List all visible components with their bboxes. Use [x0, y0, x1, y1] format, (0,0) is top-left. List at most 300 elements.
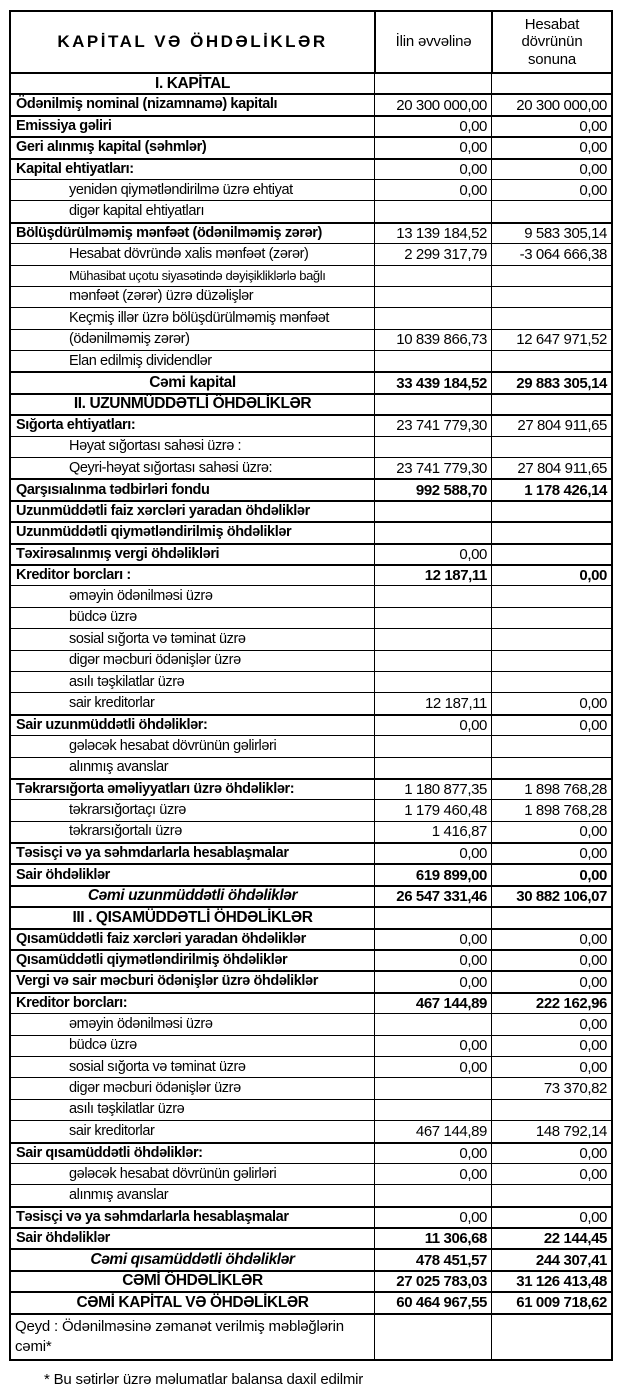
row-label: sosial sığorta və təminat üzrə — [69, 630, 246, 647]
row-label-cell — [11, 629, 374, 649]
row-label-cell — [11, 502, 374, 521]
row-label: mənfəət (zərər) üzrə düzəlişlər — [69, 288, 254, 305]
row-label: III . QISAMÜDDƏTLİ ÖHDƏLİKLƏR — [72, 908, 313, 926]
value-end-of-period — [491, 651, 611, 671]
value-text: 619 899,00 — [415, 866, 487, 884]
value-start-of-year — [374, 545, 491, 564]
value-end-of-period — [491, 716, 611, 735]
value-text: 244 307,41 — [535, 1251, 607, 1269]
row-label-cell — [11, 351, 374, 371]
value-end-of-period — [491, 523, 611, 542]
value-start-of-year — [374, 160, 491, 179]
table-row — [11, 200, 611, 221]
table-row — [11, 500, 611, 521]
row-label: digər məcburi ödənişlər üzrə — [69, 652, 241, 669]
row-label: Qısamüddətli faiz xərcləri yaradan öhdəliklər — [16, 930, 306, 947]
value-end-of-period — [491, 887, 611, 906]
row-label-cell — [11, 117, 374, 136]
footnote: * Bu sətirlər üzrə məlumatlar balansa daxil edilmir — [44, 1370, 364, 1388]
table-header-row — [11, 12, 611, 72]
value-text: 0,00 — [459, 139, 487, 157]
value-start-of-year — [374, 224, 491, 243]
row-label-cell — [11, 287, 374, 307]
value-text: 0,00 — [579, 716, 607, 734]
value-end-of-period — [491, 160, 611, 179]
value-start-of-year — [374, 1036, 491, 1056]
value-start-of-year — [374, 244, 491, 264]
table-row — [11, 158, 611, 179]
value-text: 33 439 184,52 — [396, 374, 487, 392]
value-text: 0,00 — [579, 567, 607, 585]
value-text: -3 064 666,38 — [519, 245, 607, 263]
row-label: Kreditor borcları: — [16, 994, 128, 1011]
value-text: 12 187,11 — [424, 695, 487, 713]
value-text: 0,00 — [459, 1208, 487, 1226]
row-label: Sair öhdəliklər — [16, 866, 110, 883]
table-row — [11, 607, 611, 628]
row-label-cell — [11, 437, 374, 457]
table-row — [11, 714, 611, 735]
value-start-of-year — [374, 373, 491, 392]
value-text: 0,00 — [579, 139, 607, 157]
value-text: 13 139 184,52 — [396, 224, 487, 242]
value-text: 0,00 — [459, 117, 487, 135]
row-label-cell — [11, 523, 374, 542]
row-label: Qarşısıalınma tədbirləri fondu — [16, 481, 210, 498]
value-start-of-year — [374, 287, 491, 307]
row-label: Keçmiş illər üzrə bölüşdürülməmiş mənfəət — [69, 309, 330, 326]
table-row — [11, 628, 611, 649]
value-text: 12 187,11 — [424, 567, 487, 585]
value-end-of-period — [491, 566, 611, 585]
row-label-cell — [11, 458, 374, 478]
value-end-of-period — [491, 502, 611, 521]
table-row — [11, 1227, 611, 1248]
value-text: 0,00 — [459, 952, 487, 970]
value-start-of-year — [374, 800, 491, 820]
row-label: Hesabat dövründə xalis mənfəət (zərər) — [69, 245, 309, 262]
row-label-cell — [11, 416, 374, 435]
value-text: 2 299 317,79 — [404, 245, 487, 263]
value-text: 20 300 000,00 — [396, 96, 487, 114]
value-text: 467 144,89 — [415, 1122, 487, 1140]
value-start-of-year — [374, 780, 491, 799]
row-label: Qeyri-həyat sığortası sahəsi üzrə: — [69, 459, 273, 476]
table-row — [11, 842, 611, 863]
value-start-of-year — [374, 994, 491, 1013]
value-start-of-year — [374, 1014, 491, 1034]
table-row — [11, 906, 611, 927]
table-row — [11, 1035, 611, 1056]
table-row — [11, 371, 611, 392]
row-label-cell — [11, 887, 374, 906]
value-start-of-year — [374, 822, 491, 842]
row-label: büdcə üzrə — [69, 609, 137, 626]
value-start-of-year — [374, 908, 491, 927]
balance-sheet — [9, 10, 613, 1388]
table-row — [11, 136, 611, 157]
row-label-cell — [11, 716, 374, 735]
row-label-cell — [11, 1208, 374, 1227]
value-end-of-period — [491, 95, 611, 114]
table-row — [11, 1206, 611, 1227]
value-start-of-year — [374, 972, 491, 991]
value-end-of-period — [491, 1185, 611, 1205]
row-label: Vergi və sair məcburi ödənişlər üzrə öhdəliklər — [16, 973, 318, 990]
table-row — [11, 436, 611, 457]
row-label: Həyat sığortası sahəsi üzrə : — [69, 438, 242, 455]
row-label-cell — [11, 95, 374, 114]
row-label: gələcək hesabat dövrünün gəlirləri — [69, 737, 277, 754]
row-label-cell — [11, 608, 374, 628]
value-text: 12 647 971,52 — [516, 331, 607, 349]
row-label-cell — [11, 1078, 374, 1098]
value-end-of-period — [491, 1315, 611, 1359]
row-label-cell — [11, 908, 374, 927]
value-end-of-period — [491, 800, 611, 820]
row-label: Uzunmüddətli faiz xərcləri yaradan öhdəliklər — [16, 502, 310, 519]
value-text: 0,00 — [459, 930, 487, 948]
table-row — [11, 928, 611, 949]
column-header-start-of-year: İlin əvvəlinə — [374, 12, 491, 72]
value-text: 0,00 — [579, 1037, 607, 1055]
row-label-cell — [11, 1036, 374, 1056]
value-end-of-period — [491, 138, 611, 157]
value-text: 26 547 331,46 — [396, 888, 487, 906]
row-label: alınmış avanslar — [69, 1186, 169, 1203]
column-header-end-of-period: Hesabat dövrünün sonuna — [491, 12, 611, 72]
value-text: 27 804 911,65 — [517, 417, 607, 435]
value-end-of-period — [491, 1164, 611, 1184]
value-text: 0,00 — [459, 160, 487, 178]
value-text: 0,00 — [459, 1165, 487, 1183]
value-text: 1 416,87 — [431, 823, 487, 841]
value-end-of-period — [491, 780, 611, 799]
value-text: 27 025 783,03 — [396, 1273, 487, 1291]
row-label: təkrarsığortaçı üzrə — [69, 801, 186, 818]
value-text: 0,00 — [579, 930, 607, 948]
value-start-of-year — [374, 1250, 491, 1269]
value-end-of-period — [491, 266, 611, 286]
value-start-of-year — [374, 716, 491, 735]
row-label-cell — [11, 1014, 374, 1034]
value-text: 148 792,14 — [535, 1122, 607, 1140]
value-start-of-year — [374, 736, 491, 756]
value-start-of-year — [374, 844, 491, 863]
table-row — [11, 478, 611, 499]
row-label: Uzunmüddətli qiymətləndirilmiş öhdəliklər — [16, 524, 292, 541]
value-start-of-year — [374, 308, 491, 328]
value-start-of-year — [374, 608, 491, 628]
value-start-of-year — [374, 693, 491, 713]
table-row — [11, 992, 611, 1013]
value-text: 27 804 911,65 — [517, 459, 607, 477]
table-row — [11, 1291, 611, 1312]
value-start-of-year — [374, 1185, 491, 1205]
table-title: KAPİTAL VƏ ÖHDƏLİKLƏR — [57, 32, 328, 51]
row-label-cell — [11, 651, 374, 671]
value-start-of-year — [374, 395, 491, 414]
value-start-of-year — [374, 951, 491, 970]
value-start-of-year — [374, 758, 491, 778]
table-row — [11, 72, 611, 93]
value-start-of-year — [374, 502, 491, 521]
table-row — [11, 414, 611, 435]
row-label: Geri alınmış kapital (səhmlər) — [16, 139, 207, 156]
table-row — [11, 265, 611, 286]
value-text: 0,00 — [579, 1058, 607, 1076]
value-text: 1 180 877,35 — [404, 781, 487, 799]
value-end-of-period — [491, 629, 611, 649]
value-text: 30 882 106,07 — [516, 888, 607, 906]
value-start-of-year — [374, 437, 491, 457]
row-label: büdcə üzrə — [69, 1037, 137, 1054]
row-label-cell — [11, 865, 374, 884]
value-end-of-period — [491, 458, 611, 478]
row-label: Qeyd : Ödənilməsinə zəmanət verilmiş məbləğlərin cəmi* — [15, 1318, 344, 1355]
table-row — [11, 585, 611, 606]
value-text: 0,00 — [459, 845, 487, 863]
value-start-of-year — [374, 1293, 491, 1312]
value-text: 478 451,57 — [415, 1251, 487, 1269]
value-text: 29 883 305,14 — [516, 374, 607, 392]
table-row — [11, 1313, 611, 1359]
row-label: sosial sığorta və təminat üzrə — [69, 1058, 246, 1075]
row-label: Qısamüddətli qiymətləndirilmiş öhdəliklər — [16, 952, 288, 969]
row-label: Sair öhdəliklər — [16, 1230, 110, 1247]
row-label: gələcək hesabat dövrünün gəlirləri — [69, 1165, 277, 1182]
value-text: 0,00 — [459, 716, 487, 734]
value-end-of-period — [491, 1293, 611, 1312]
table-row — [11, 521, 611, 542]
row-label: CƏMİ ÖHDƏLİKLƏR — [122, 1272, 263, 1290]
value-start-of-year — [374, 1144, 491, 1163]
table-row — [11, 1099, 611, 1120]
row-label-cell — [11, 1229, 374, 1248]
value-end-of-period — [491, 1144, 611, 1163]
value-text: 0,00 — [579, 1015, 607, 1033]
row-label: I. KAPİTAL — [155, 74, 230, 92]
row-label-cell — [11, 844, 374, 863]
value-text: 60 464 967,55 — [396, 1294, 487, 1312]
row-label-cell — [11, 1272, 374, 1291]
row-label-cell — [11, 758, 374, 778]
value-start-of-year — [374, 586, 491, 606]
row-label-cell — [11, 266, 374, 286]
row-label: asılı təşkilatlar üzrə — [69, 673, 185, 690]
value-end-of-period — [491, 672, 611, 692]
row-label-cell — [11, 822, 374, 842]
value-end-of-period — [491, 908, 611, 927]
value-end-of-period — [491, 844, 611, 863]
row-label-cell — [11, 586, 374, 606]
row-label: Emissiya gəliri — [16, 117, 112, 134]
table-row — [11, 671, 611, 692]
value-end-of-period — [491, 1100, 611, 1120]
value-text: 0,00 — [459, 1058, 487, 1076]
row-label: Kreditor borcları : — [16, 567, 131, 584]
row-label-cell — [11, 693, 374, 713]
table-row — [11, 350, 611, 371]
row-label: Elan edilmiş dividendlər — [69, 352, 212, 369]
table-row — [11, 821, 611, 842]
value-start-of-year — [374, 351, 491, 371]
row-label: digər kapital ehtiyatları — [69, 202, 205, 219]
value-end-of-period — [491, 117, 611, 136]
value-start-of-year — [374, 458, 491, 478]
value-end-of-period — [491, 994, 611, 1013]
value-text: 0,00 — [579, 845, 607, 863]
row-label: Cəmi kapital — [149, 374, 236, 392]
value-start-of-year — [374, 74, 491, 93]
table-row — [11, 692, 611, 713]
value-start-of-year — [374, 1208, 491, 1227]
row-label: sair kreditorlar — [69, 694, 155, 711]
liabilities-table — [9, 10, 613, 1361]
value-start-of-year — [374, 1100, 491, 1120]
value-start-of-year — [374, 95, 491, 114]
row-label: Sair uzunmüddətli öhdəliklər: — [16, 716, 208, 733]
value-text: 467 144,89 — [415, 994, 487, 1012]
table-row — [11, 1163, 611, 1184]
value-end-of-period — [491, 1208, 611, 1227]
value-end-of-period — [491, 330, 611, 350]
row-label: əməyin ödənilməsi üzrə — [69, 1015, 213, 1032]
value-start-of-year — [374, 117, 491, 136]
value-text: 0,00 — [579, 1144, 607, 1162]
table-row — [11, 1120, 611, 1141]
value-end-of-period — [491, 1121, 611, 1141]
table-row — [11, 286, 611, 307]
value-text: 0,00 — [579, 695, 607, 713]
table-row — [11, 543, 611, 564]
row-label: Kapital ehtiyatları: — [16, 160, 134, 177]
row-label-cell — [11, 330, 374, 350]
row-label-cell — [11, 180, 374, 200]
value-text: 1 178 426,14 — [524, 481, 607, 499]
row-label: Cəmi qısamüddətli öhdəliklər — [90, 1251, 295, 1269]
value-text: 9 583 305,14 — [524, 224, 607, 242]
value-end-of-period — [491, 480, 611, 499]
table-row — [11, 93, 611, 114]
value-text: 11 306,68 — [424, 1230, 487, 1248]
value-text: 0,00 — [579, 160, 607, 178]
row-label-cell — [11, 800, 374, 820]
row-label: digər məcburi ödənişlər üzrə — [69, 1079, 241, 1096]
value-start-of-year — [374, 180, 491, 200]
row-label-cell — [11, 1250, 374, 1269]
row-label: yenidən qiymətləndirilmə üzrə ehtiyat — [69, 181, 293, 198]
value-end-of-period — [491, 1036, 611, 1056]
value-start-of-year — [374, 330, 491, 350]
row-label: təkrarsığortalı üzrə — [69, 823, 182, 840]
row-label-cell — [11, 480, 374, 499]
row-label: asılı təşkilatlar üzrə — [69, 1101, 185, 1118]
table-row — [11, 778, 611, 799]
table-row — [11, 885, 611, 906]
value-text: 23 741 779,30 — [396, 417, 487, 435]
table-row — [11, 757, 611, 778]
value-start-of-year — [374, 1272, 491, 1291]
row-label: II. UZUNMÜDDƏTLİ ÖHDƏLİKLƏR — [73, 395, 312, 413]
table-row — [11, 329, 611, 350]
value-text: 1 179 460,48 — [404, 801, 487, 819]
value-end-of-period — [491, 1250, 611, 1269]
value-text: 0,00 — [459, 181, 487, 199]
row-label-cell — [11, 780, 374, 799]
row-label-cell — [11, 1121, 374, 1141]
value-start-of-year — [374, 629, 491, 649]
row-label-cell — [11, 672, 374, 692]
value-start-of-year — [374, 865, 491, 884]
value-end-of-period — [491, 201, 611, 221]
value-end-of-period — [491, 951, 611, 970]
table-row — [11, 1270, 611, 1291]
value-start-of-year — [374, 416, 491, 435]
row-label: CƏMİ KAPİTAL VƏ ÖHDƏLİKLƏR — [76, 1293, 309, 1311]
table-row — [11, 799, 611, 820]
row-label: Təxirəsalınmış vergi öhdəlikləri — [16, 545, 220, 562]
row-label: Təkrarsığorta əməliyyatları üzrə öhdəliklər: — [16, 780, 295, 797]
row-label-cell — [11, 1315, 374, 1359]
value-text: 992 588,70 — [415, 481, 487, 499]
table-row — [11, 1248, 611, 1269]
row-label: alınmış avanslar — [69, 759, 169, 776]
row-label-cell — [11, 736, 374, 756]
value-end-of-period — [491, 1014, 611, 1034]
table-row — [11, 179, 611, 200]
value-text: 0,00 — [579, 952, 607, 970]
table-row — [11, 863, 611, 884]
row-label: Sığorta ehtiyatları: — [16, 417, 136, 434]
value-end-of-period — [491, 1229, 611, 1248]
row-label-cell — [11, 1164, 374, 1184]
value-start-of-year — [374, 480, 491, 499]
row-label: Təsisçi və ya səhmdarlarla hesablaşmalar — [16, 1208, 289, 1225]
value-end-of-period — [491, 437, 611, 457]
row-label-cell — [11, 308, 374, 328]
value-end-of-period — [491, 586, 611, 606]
row-label: Bölüşdürülməmiş mənfəət (ödənilməmiş zərər) — [16, 224, 322, 241]
value-text: 0,00 — [459, 545, 487, 563]
row-label-cell — [11, 1185, 374, 1205]
value-text: 61 009 718,62 — [516, 1294, 607, 1312]
table-row — [11, 115, 611, 136]
value-end-of-period — [491, 224, 611, 243]
value-end-of-period — [491, 395, 611, 414]
row-label-cell — [11, 566, 374, 585]
value-end-of-period — [491, 693, 611, 713]
row-label-cell — [11, 138, 374, 157]
table-row — [11, 735, 611, 756]
row-label-cell — [11, 244, 374, 264]
value-text: 222 162,96 — [535, 994, 607, 1012]
row-label: Mühasibat uçotu siyasətində dəyişikliklərlə bağlı — [69, 267, 326, 283]
table-row — [11, 1013, 611, 1034]
value-start-of-year — [374, 1164, 491, 1184]
row-label: Sair qısamüddətli öhdəliklər: — [16, 1144, 203, 1161]
value-text: 23 741 779,30 — [396, 459, 487, 477]
value-text: 0,00 — [579, 1165, 607, 1183]
value-text: 1 898 768,28 — [524, 801, 607, 819]
value-text: 0,00 — [579, 181, 607, 199]
table-body — [11, 72, 611, 1359]
row-label: Təsisçi və ya səhmdarlarla hesablaşmalar — [16, 845, 289, 862]
value-text: 0,00 — [579, 117, 607, 135]
row-label-cell — [11, 951, 374, 970]
row-label-cell — [11, 1057, 374, 1077]
value-start-of-year — [374, 1078, 491, 1098]
